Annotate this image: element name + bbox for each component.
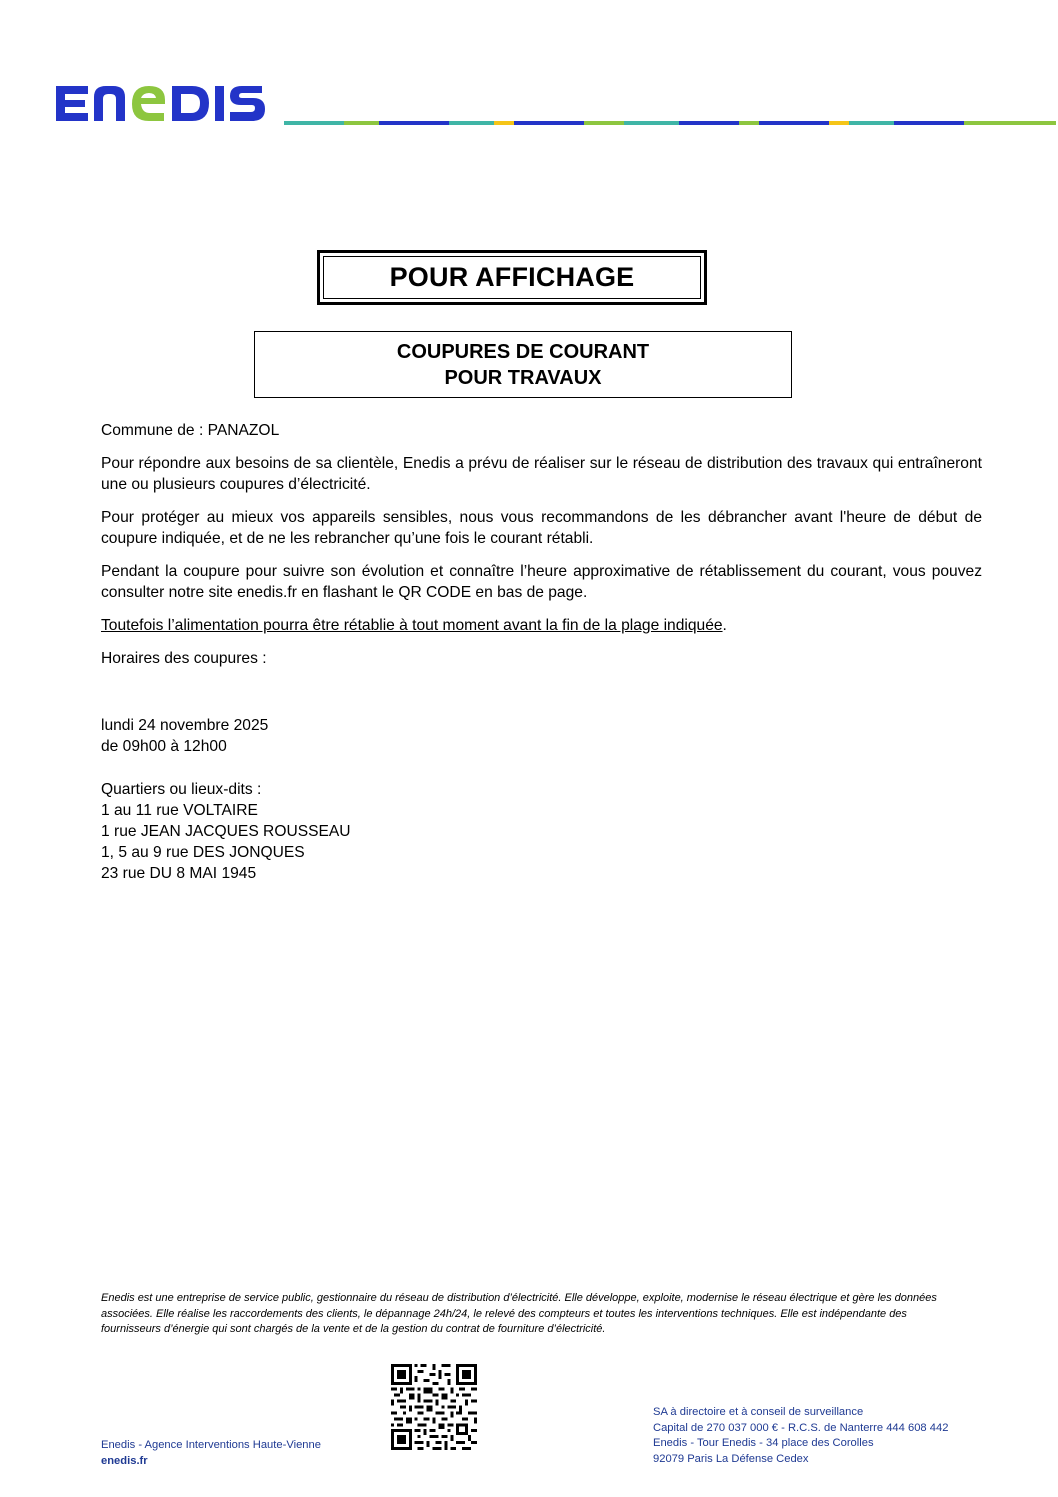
- header-rule: [284, 121, 1056, 125]
- legal-line: Capital de 270 037 000 € - R.C.S. de Nanterre 444 608 442: [653, 1421, 949, 1434]
- website-link[interactable]: enedis.fr: [101, 1455, 148, 1467]
- legal-line: 92079 Paris La Défense Cedex: [653, 1452, 809, 1465]
- qr-code-icon[interactable]: [391, 1364, 477, 1450]
- notice-line: [101, 615, 982, 636]
- areas-label: Quartiers ou lieux-dits :: [101, 781, 262, 798]
- footer-left: [101, 1437, 321, 1469]
- notice-body: [101, 420, 982, 884]
- paragraph-3: Pendant la coupure pour suivre son évolution et connaître l’heure approximative de rétablissement du courant, vous pouvez consulter notre site enedis.fr en flashant le QR CODE en bas de page.: [101, 563, 982, 601]
- pour-affichage-box: [317, 250, 707, 305]
- pour-affichage-title: POUR AFFICHAGE: [323, 256, 701, 299]
- area-item: 23 rue DU 8 MAI 1945: [101, 865, 257, 882]
- outage-time: de 09h00 à 12h00: [101, 738, 227, 755]
- notice-period: .: [722, 617, 727, 634]
- enedis-logo: [52, 78, 277, 128]
- area-item: 1 rue JEAN JACQUES ROUSSEAU: [101, 823, 351, 840]
- paragraph-2: Pour protéger au mieux vos appareils sensibles, nous vous recommandons de les débrancher avant l'heure de début de coupure indiquée, et de ne les rebrancher qu’une fois le courant rétabli.: [101, 509, 982, 547]
- area-item: 1 au 11 rue VOLTAIRE: [101, 802, 258, 819]
- subject-box: [254, 331, 792, 398]
- legal-line: Enedis - Tour Enedis - 34 place des Corolles: [653, 1437, 874, 1450]
- commune-line: Commune de : PANAZOL: [101, 422, 280, 439]
- legal-line: SA à directoire et à conseil de surveillance: [653, 1406, 864, 1418]
- footer-disclaimer: Enedis est une entreprise de service public, gestionnaire du réseau de distribution d’électricité. Elle développe, exploite, modernise le réseau électrique et gère les données associées. Elle réalise les raccordements des clients, le dépannage 24h/24, le relevé des compteurs et toutes les interventions techniques. Elle est indépendante des fournisseurs d’énergie qui sont chargés de la vente et de la gestion du contrat de fourniture d’électricité.: [101, 1292, 937, 1335]
- outage-date: lundi 24 novembre 2025: [101, 717, 269, 734]
- footer-legal: [653, 1405, 948, 1467]
- paragraph-1: Pour répondre aux besoins de sa clientèle, Enedis a prévu de réaliser sur le réseau de distribution des travaux qui entraîneront une ou plusieurs coupures d’électricité.: [101, 455, 982, 493]
- enedis-logo-mark: [52, 78, 277, 128]
- notice-underlined: Toutefois l’alimentation pourra être rétablie à tout moment avant la fin de la plage indiquée: [101, 617, 723, 634]
- area-item: 1, 5 au 9 rue DES JONQUES: [101, 844, 305, 861]
- agency-name: Enedis - Agence Interventions Haute-Vienne: [101, 1439, 321, 1451]
- schedule-label: Horaires des coupures :: [101, 650, 267, 667]
- subject-line-2: POUR TRAVAUX: [444, 367, 602, 389]
- subject-line-1: COUPURES DE COURANT: [396, 341, 650, 363]
